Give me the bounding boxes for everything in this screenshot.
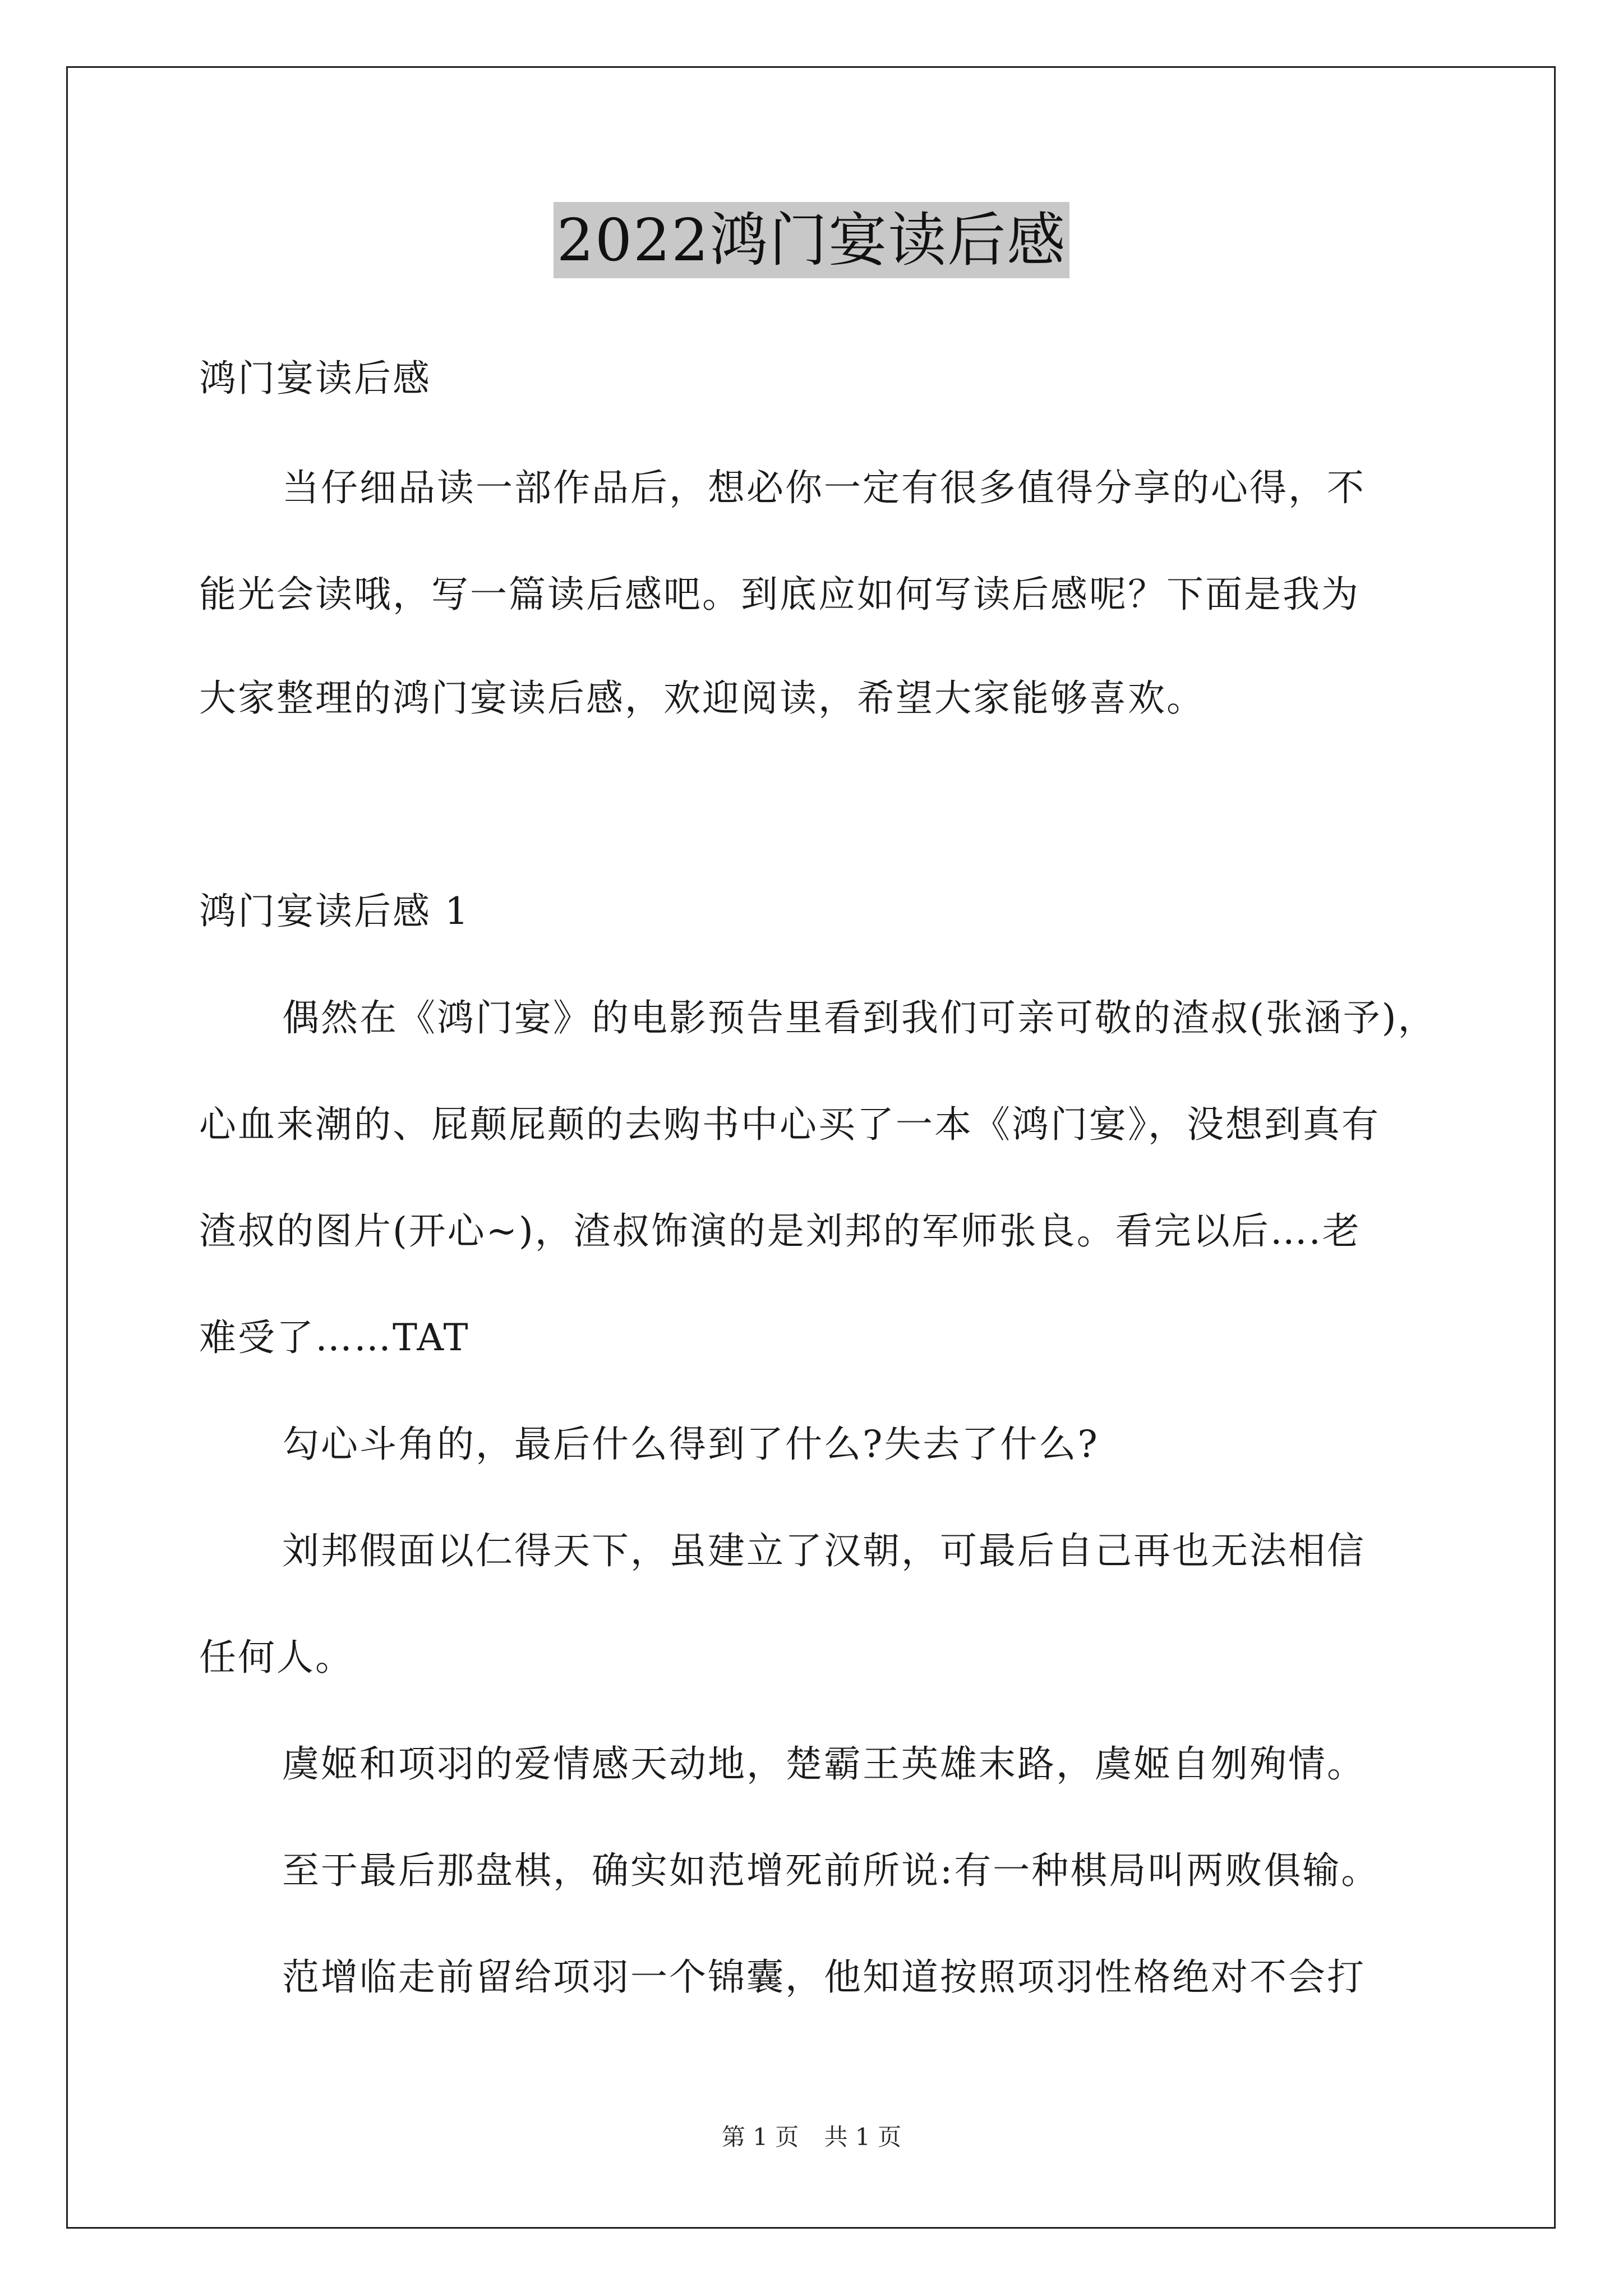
paragraph-line: 大家整理的鸿门宴读后感，欢迎阅读，希望大家能够喜欢。 [199,677,1205,720]
section-heading: 鸿门宴读后感 1 [199,890,470,933]
paragraph-line: 当仔细品读一部作品后，想必你一定有很多值得分享的心得，不 [282,466,1366,509]
paragraph-line: 勾心斗角的，最后什么得到了什么?失去了什么? [282,1423,1099,1466]
page-total: 共 1 页 [824,2123,902,2151]
paragraph-line: 渣叔的图片(开心~)，渣叔饰演的是刘邦的军师张良。看完以后….老 [199,1209,1361,1253]
paragraph-line: 范增临走前留给项羽一个锦囊，他知道按照项羽性格绝对不会打 [282,1955,1366,1999]
document-title: 2022鸿门宴读后感 [554,202,1070,278]
subheading: 鸿门宴读后感 [199,357,431,400]
paragraph-line: 至于最后那盘棋，确实如范增死前所说:有一种棋局叫两败俱输。 [282,1849,1380,1892]
paragraph-line: 虞姬和项羽的爱情感天动地，楚霸王英雄末路，虞姬自刎殉情。 [282,1742,1366,1786]
paragraph-line: 难受了……TAT [199,1316,470,1359]
paragraph-line: 心血来潮的、屁颠屁颠的去购书中心买了一本《鸿门宴》，没想到真有 [199,1103,1380,1146]
page-number: 第 1 页 [721,2123,799,2151]
paragraph-line: 任何人。 [199,1636,354,1679]
paragraph-line: 刘邦假面以仁得天下，虽建立了汉朝，可最后自己再也无法相信 [282,1529,1366,1572]
paragraph-line: 偶然在《鸿门宴》的电影预告里看到我们可亲可敬的渣叔(张涵予)， [282,996,1437,1039]
paragraph-line: 能光会读哦，写一篇读后感吧。到底应如何写读后感呢？下面是我为 [199,573,1360,616]
title-container [0,202,1623,278]
page-footer [0,2120,1623,2154]
